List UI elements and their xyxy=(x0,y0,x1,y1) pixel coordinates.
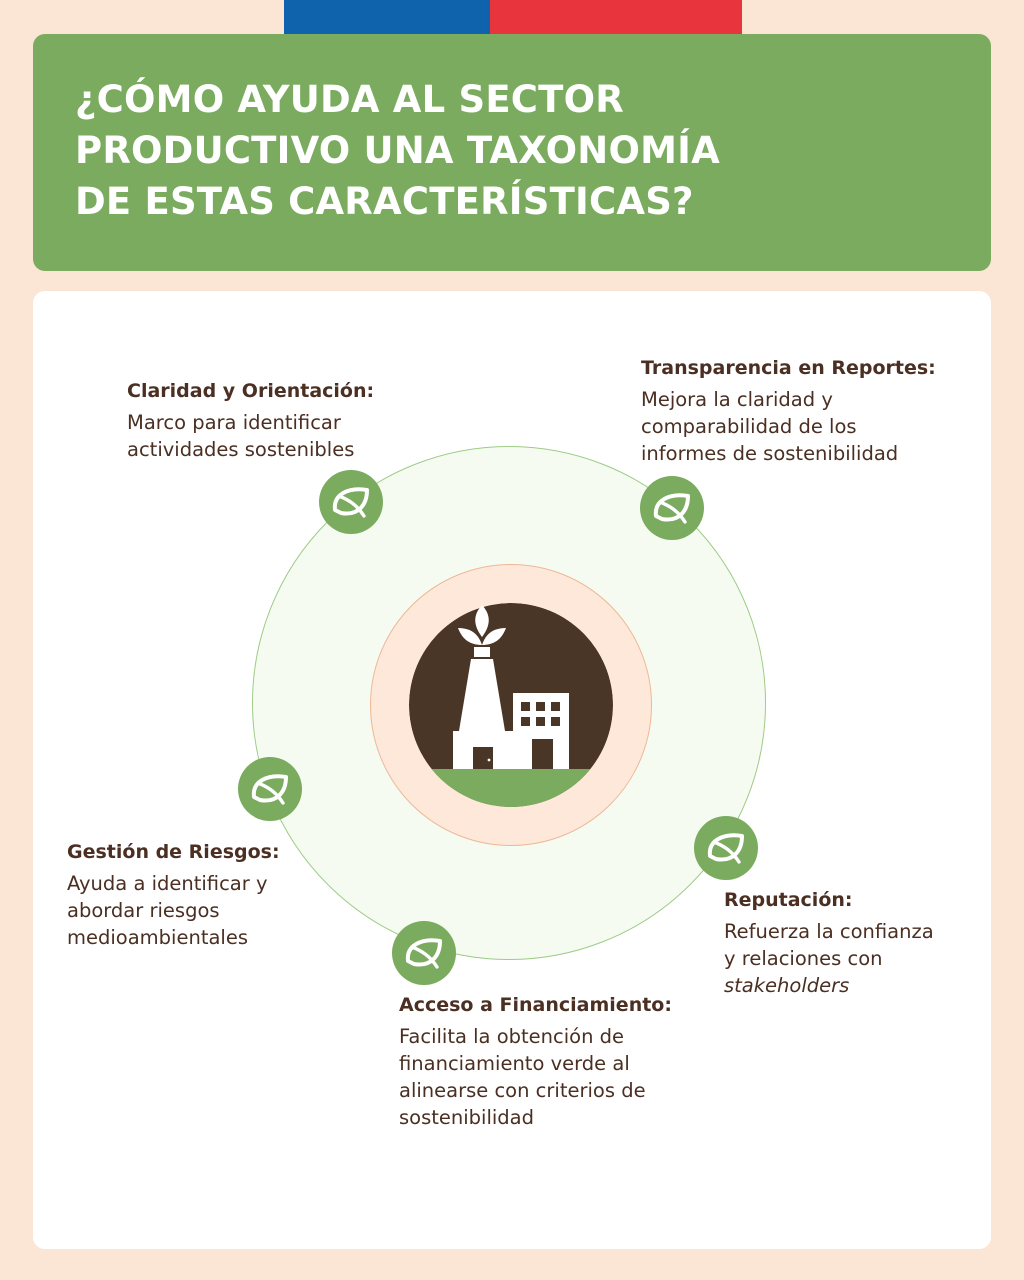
benefit-title: Claridad y Orientación: xyxy=(127,380,375,402)
benefit-line: abordar riesgos xyxy=(67,899,220,922)
benefit-description xyxy=(399,1023,672,1131)
benefit-description xyxy=(67,870,280,951)
benefit-line: actividades sostenibles xyxy=(127,438,355,461)
title-line-3: DE ESTAS CARACTERÍSTICAS? xyxy=(75,180,694,223)
benefit-title: Reputación: xyxy=(724,889,853,911)
benefit-line: Mejora la claridad y xyxy=(641,388,833,411)
benefit-line: comparabilidad de los xyxy=(641,415,857,438)
benefit-line: Marco para identificar xyxy=(127,411,341,434)
benefit-line: sostenibilidad xyxy=(399,1106,535,1129)
leaf-icon xyxy=(694,816,758,880)
benefit-description xyxy=(641,386,936,467)
benefit-line: alinearse con criterios de xyxy=(399,1079,646,1102)
benefit-claridad xyxy=(127,377,374,463)
flag-stripe-blue xyxy=(284,0,490,34)
benefit-title: Transparencia en Reportes: xyxy=(641,357,936,379)
benefit-line: medioambientales xyxy=(67,926,248,949)
benefit-line: Refuerza la confianza xyxy=(724,920,934,943)
benefit-gestion-riesgos xyxy=(67,838,280,951)
benefit-transparencia xyxy=(641,354,936,467)
flag-stripe-red xyxy=(490,0,742,34)
benefit-description xyxy=(724,918,934,999)
title-line-2: PRODUCTIVO UNA TAXONOMÍA xyxy=(75,129,720,172)
page-title xyxy=(75,74,835,227)
benefit-line: y relaciones con xyxy=(724,947,883,970)
leaf-icon xyxy=(392,921,456,985)
leaf-icon xyxy=(640,476,704,540)
benefit-title: Gestión de Riesgos: xyxy=(67,841,280,863)
benefit-financiamiento xyxy=(399,991,672,1131)
factory-with-sprout-icon xyxy=(409,603,613,807)
benefit-line: Facilita la obtención de xyxy=(399,1025,625,1048)
benefit-line: informes de sostenibilidad xyxy=(641,442,899,465)
benefit-line: financiamiento verde al xyxy=(399,1052,630,1075)
benefit-title: Acceso a Financiamiento: xyxy=(399,994,672,1016)
leaf-icon xyxy=(319,470,383,534)
benefit-reputacion xyxy=(724,886,934,999)
leaf-icon xyxy=(238,757,302,821)
header-banner xyxy=(33,34,991,271)
benefit-line: Ayuda a identificar y xyxy=(67,872,268,895)
benefit-description xyxy=(127,409,374,463)
benefit-line: stakeholders xyxy=(724,974,850,997)
title-line-1: ¿CÓMO AYUDA AL SECTOR xyxy=(75,78,624,121)
